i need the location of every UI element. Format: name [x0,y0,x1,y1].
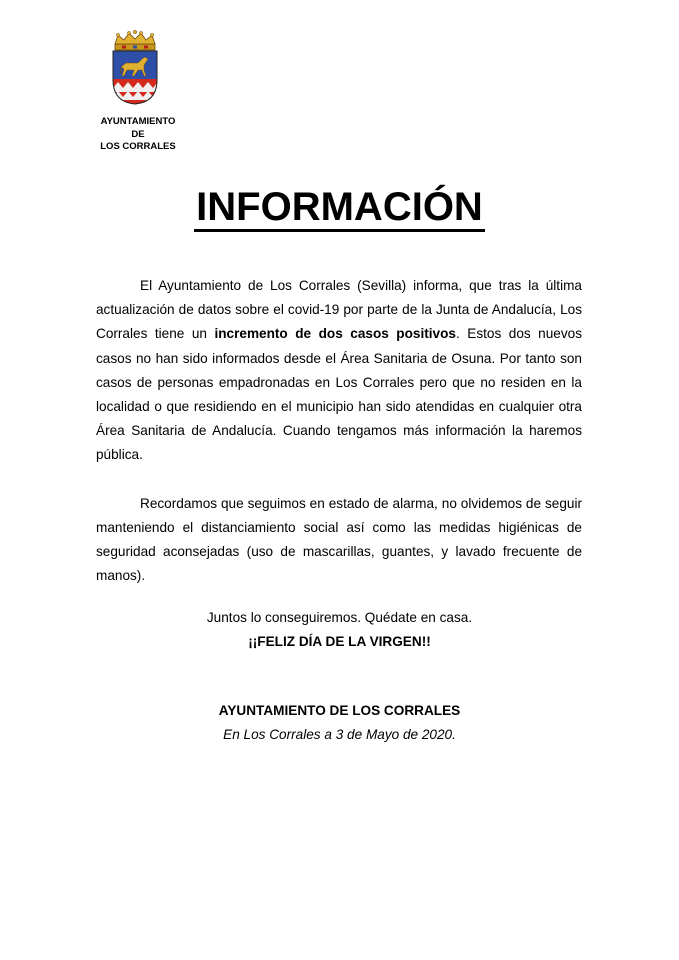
paragraph-text: . Estos dos nuevos casos no han sido informados desde el Área Sanitaria de Osuna. Por tanto son casos de personas empadronadas en Los Corrales pero que no residen en la localidad o que residiendo en el municipio han sido atendidas en cualquier otra Área Sanitaria de Andalucía. Cuando tengamos más información la haremos pública. [96,326,583,463]
highlighted-text: incremento de dos casos positivos [214,326,456,342]
document-body [96,274,582,588]
greeting-message: ¡¡FELIZ DÍA DE LA VIRGEN!! [248,634,431,649]
paragraph-alarm-reminder: Recordamos que seguimos en estado de alarma, no olvidemos de seguir manteniendo el distanciamiento social así como las medidas higiénicas de seguridad aconsejadas (uso de mascarillas, guantes, y lavado frecuente de manos). [96,495,582,584]
closing-block [0,606,679,654]
closing-message: Juntos lo conseguiremos. Quédate en casa. [206,610,473,625]
signature-block [0,699,679,747]
paragraph-covid-update [96,274,582,468]
org-header-line: LOS CORRALES [100,141,176,152]
org-header-line: AYUNTAMIENTO [100,116,176,127]
coat-of-arms-icon [108,30,162,106]
shield-icon [113,51,157,105]
document-title-text: INFORMACIÓN [194,185,485,232]
signature-org: AYUNTAMIENTO DE LOS CORRALES [218,703,461,718]
signature-date: En Los Corrales a 3 de Mayo de 2020. [223,727,456,742]
document-title [0,180,679,234]
paragraph-text: El Ayuntamiento de Los Corrales (Sevilla) informa, que tras la última actualización de datos sobre el covid-19 por parte de la Junta de Andalucía, Los Corrales tiene un [96,278,582,342]
crown-icon [115,30,155,50]
organization-header [82,116,194,154]
org-header-line: DE [131,128,145,140]
